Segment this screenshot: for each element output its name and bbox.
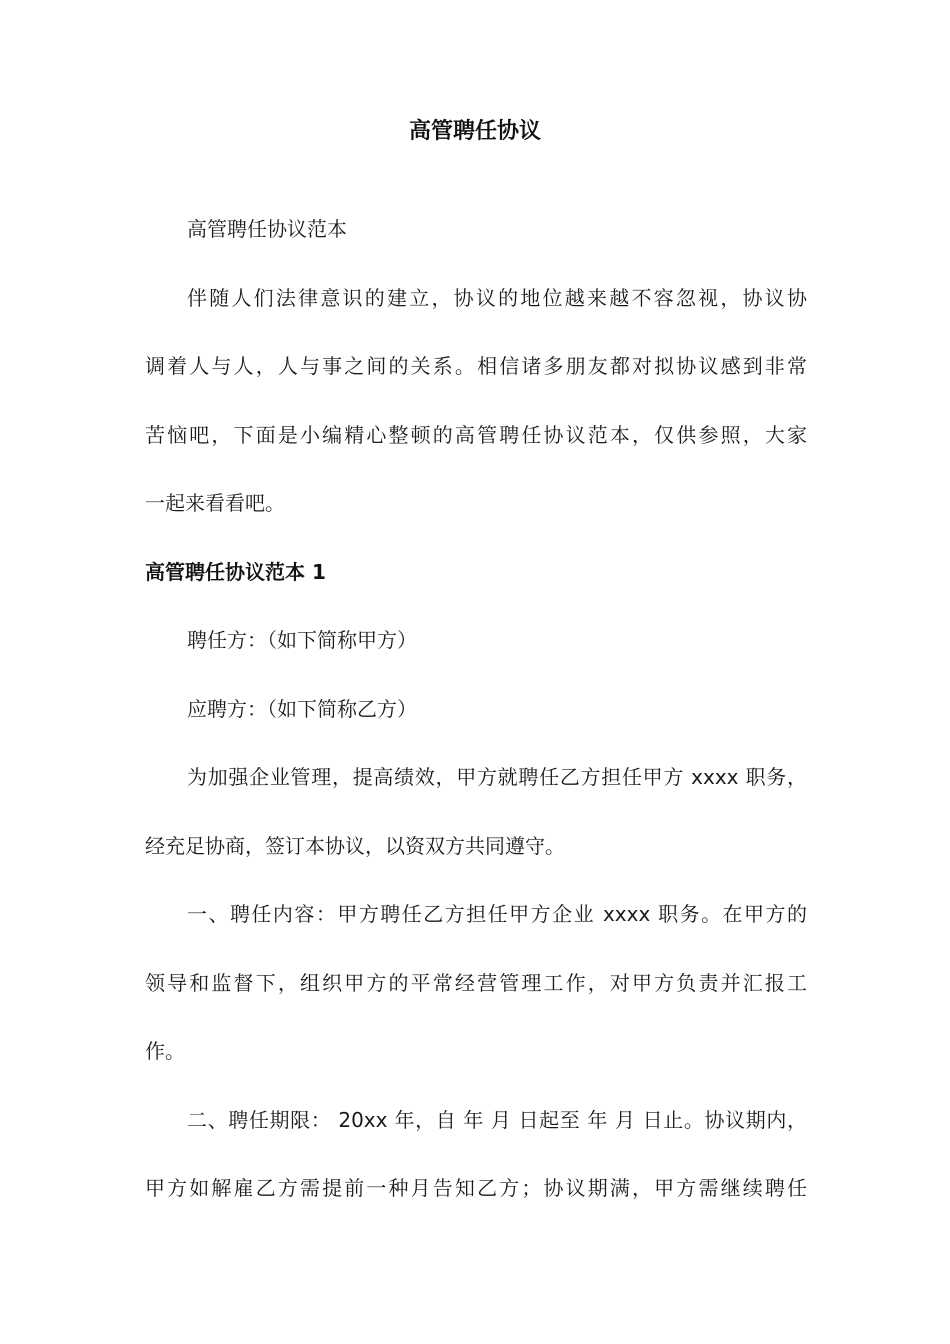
paragraph-line: 一、聘任内容：甲方聘任乙方担任甲方企业 xxxx 职务。在甲方的 (187, 902, 807, 926)
paragraph-line: 调着人与人，人与事之间的关系。相信诸多朋友都对拟协议感到非常 (145, 354, 807, 378)
paragraph-line: 作。 (145, 1039, 185, 1063)
paragraph-line: 聘任方：（如下简称甲方） (187, 628, 417, 652)
section-heading: 高管聘任协议范本 1 (145, 560, 326, 584)
paragraph-line: 一起来看看吧。 (145, 491, 285, 515)
paragraph-line: 二、聘任期限： 20xx 年，自 年 月 日起至 年 月 日止。协议期内， (187, 1108, 807, 1132)
paragraph-line: 伴随人们法律意识的建立，协议的地位越来越不容忽视，协议协 (187, 286, 807, 310)
paragraph-line: 为加强企业管理，提高绩效，甲方就聘任乙方担任甲方 xxxx 职务， (187, 765, 807, 789)
subtitle-line: 高管聘任协议范本 (187, 217, 347, 241)
paragraph-line: 经充足协商，签订本协议，以资双方共同遵守。 (145, 834, 565, 858)
paragraph-line: 苦恼吧，下面是小编精心整顿的高管聘任协议范本，仅供参照，大家 (145, 423, 807, 447)
document-title: 高管聘任协议 (408, 119, 541, 144)
paragraph-line: 应聘方：（如下简称乙方） (187, 697, 417, 721)
paragraph-line: 甲方如解雇乙方需提前一种月告知乙方；协议期满，甲方需继续聘任 (145, 1176, 807, 1200)
paragraph-line: 领导和监督下，组织甲方的平常经营管理工作，对甲方负责并汇报工 (145, 971, 807, 995)
